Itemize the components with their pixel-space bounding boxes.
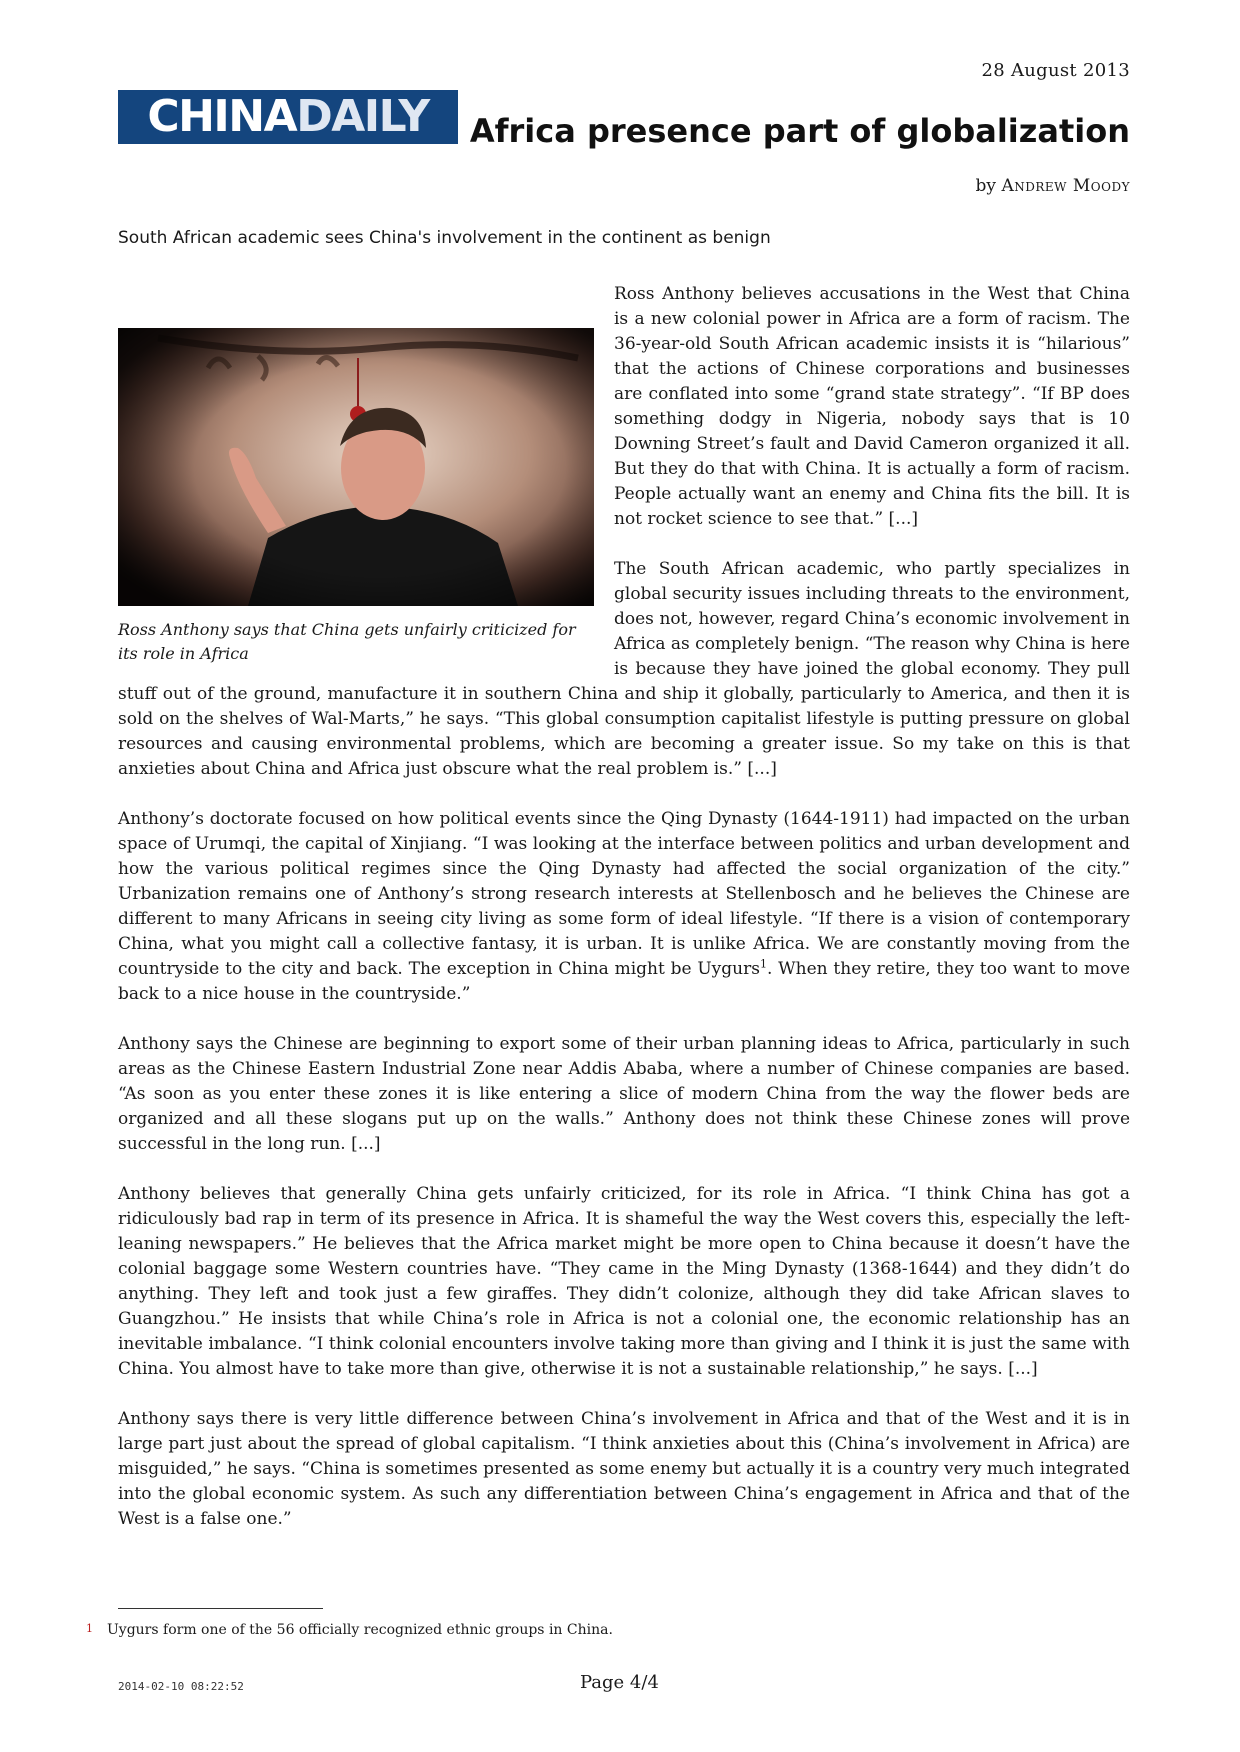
byline-prefix: by [975, 176, 997, 196]
publication-date: 28 August 2013 [981, 60, 1130, 81]
paragraph-1: Ross Anthony believes accusations in the West that China is a new colonial power in Africa are a form of racism. The 36-year-old South African academic insists it is “hilarious” that the actions of Chinese corporations and businesses are conflated into some “grand state strategy”. “If BP does something dodgy in Nigeria, nobody says that is 10 Downing Street’s fault and David Cameron organized it all. But they do that with China. It is actually a form of racism. People actually want an enemy and China fits the bill. It is not rocket science to see that.” [...] [614, 284, 1130, 529]
footnote-marker: 1 [86, 1622, 93, 1635]
paragraph-5: Anthony believes that generally China gets unfairly criticized, for its role in Africa. “I think China has got a ridiculously bad rap in term of its presence in Africa. It is shameful the way the West covers this, especially the left-leaning newspapers.” He believes that the Africa market might be more open to China because it doesn’t have the colonial baggage some Western countries have. “They came in the Ming Dynasty (1368-1644) and they didn’t do anything. They left and took just a few giraffes. They didn’t colonize, although they did take African slaves to Guangzhou.” He insists that while China’s role in Africa is not a colonial one, the economic relationship has an inevitable imbalance. “I think colonial encounters involve taking more than giving and I think it is just the same with China. You almost have to take more than give, otherwise it is not a sustainable relationship,” he says. [...] [118, 1184, 1130, 1379]
author-name: Andrew Moody [1001, 176, 1130, 196]
page-number: Page 4/4 [580, 1672, 659, 1693]
footnote [86, 1622, 613, 1638]
logo-text-daily: DAILY [296, 91, 429, 142]
article-subhead: South African academic sees China's involvement in the continent as benign [118, 228, 771, 248]
china-daily-logo [118, 90, 458, 144]
paragraph-6: Anthony says there is very little difference between China’s involvement in Africa and that of the West and it is in large part just about the spread of global capitalism. “I think anxieties about this (China’s involvement in Africa) are misguided,” he says. “China is sometimes presented as some enemy but actually it is a country very much integrated into the global economic system. As such any differentiation between China’s engagement in Africa and that of the West is a false one.” [118, 1409, 1130, 1529]
paragraph-4: Anthony says the Chinese are beginning to export some of their urban planning ideas to Africa, particularly in such areas as the Chinese Eastern Industrial Zone near Addis Ababa, where a number of Chinese companies are based. “As soon as you enter these zones it is like entering a slice of modern China from the way the flower beds are organized and all these slogans put up on the walls.” Anthony does not think these Chinese zones will prove successful in the long run. [...] [118, 1034, 1130, 1154]
footnote-text: Uygurs form one of the 56 officially recognized ethnic groups in China. [107, 1622, 613, 1638]
paragraph-2: The South African academic, who partly specializes in global security issues including threats to the environment, does not, however, regard China’s economic involvement in Africa as completely benign. “The reason why China is here is because they have joined the global economy. They pull stuff out of the ground, manufacture it in southern China and ship it globally, particularly to America, and then it is sold on the shelves of Wal-Marts,” he says. “This global consumption capitalist lifestyle is putting pressure on global resources and causing environmental problems, which are becoming a greater issue. So my take on this is that anxieties about China and Africa just obscure what the real problem is.” [...] [118, 559, 1130, 779]
paragraph-3-text: Anthony’s doctorate focused on how political events since the Qing Dynasty (1644-1911) had impacted on the urban space of Urumqi, the capital of Xinjiang. “I was looking at the interface between politics and urban development and how the various political regimes since the Qing Dynasty had affected the social organization of the city.” Urbanization remains one of Anthony’s strong research interests at Stellenbosch and he believes the Chinese are different to many Africans in seeing city living as some form of ideal lifestyle. “If there is a vision of contemporary China, what you might call a collective fantasy, it is urban. It is unlike Africa. We are constantly moving from the countryside to the city and back. The exception in China might be Uygurs [118, 809, 1130, 979]
footnote-reference[interactable]: 1 [759, 957, 767, 971]
article-body [118, 282, 1130, 1557]
article-figure [118, 328, 594, 666]
footnote-divider [118, 1608, 323, 1609]
logo-text-china: CHINA [147, 91, 297, 142]
article-headline: Africa presence part of globalization [469, 112, 1130, 150]
paragraph-3 [118, 807, 1130, 1007]
byline [976, 176, 1130, 196]
photo-caption: Ross Anthony says that China gets unfairly criticized for its role in Africa [118, 620, 576, 663]
print-timestamp: 2014-02-10 08:22:52 [118, 1680, 244, 1693]
paragraph-3-tail: . When they retire, they too want to move back to a nice house in the countryside.” [118, 959, 1131, 1004]
portrait-photo [118, 328, 594, 606]
